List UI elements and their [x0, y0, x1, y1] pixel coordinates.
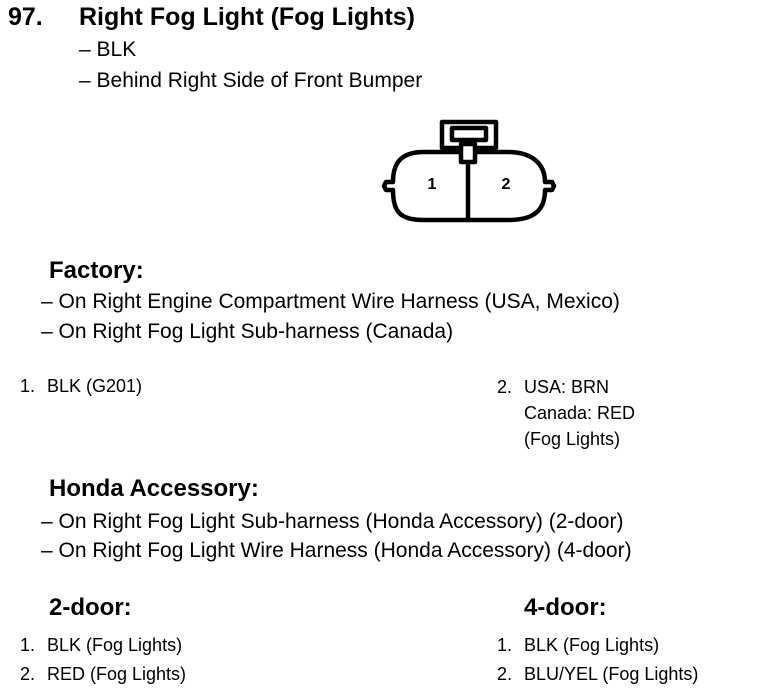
connector-color: – BLK — [79, 38, 137, 61]
two-door-pin-1 — [20, 635, 182, 656]
pin-wire: BLK (Fog Lights) — [47, 635, 183, 655]
pin-wire: USA: BRN — [524, 377, 610, 397]
pin-wire: Canada: RED — [524, 403, 636, 423]
item-title: Right Fog Light (Fog Lights) — [79, 3, 415, 31]
factory-pin-2 — [497, 374, 635, 452]
pin-1-label: 1 — [427, 176, 437, 193]
pin-number: 1. — [20, 376, 36, 396]
pin-wire: BLK (G201) — [47, 376, 143, 396]
pin-number: 2. — [497, 664, 513, 684]
two-door-heading: 2-door: — [49, 594, 132, 621]
pin-2-label: 2 — [501, 176, 511, 193]
four-door-pin-2 — [497, 664, 698, 685]
connector-diagram — [380, 118, 560, 230]
pin-wire: (Fog Lights) — [524, 429, 621, 449]
pin-wire: RED (Fog Lights) — [47, 664, 187, 684]
pin-number: 1. — [497, 635, 513, 655]
factory-pin-1 — [20, 376, 142, 397]
two-door-pin-2 — [20, 664, 186, 685]
factory-line-1: – On Right Engine Compartment Wire Harness (USA, Mexico) — [41, 290, 620, 313]
accessory-line-2: – On Right Fog Light Wire Harness (Honda Accessory) (4-door) — [41, 539, 632, 562]
lock-latch — [461, 144, 475, 162]
accessory-heading: Honda Accessory: — [49, 475, 259, 502]
accessory-line-1: – On Right Fog Light Sub-harness (Honda Accessory) (2-door) — [41, 510, 624, 533]
factory-line-2: – On Right Fog Light Sub-harness (Canada) — [41, 320, 454, 343]
factory-heading: Factory: — [49, 257, 144, 284]
pin-number: 2. — [20, 664, 36, 684]
item-number: 97. — [8, 3, 43, 31]
pin-wire: BLU/YEL (Fog Lights) — [524, 664, 699, 684]
four-door-pin-1 — [497, 635, 659, 656]
four-door-heading: 4-door: — [524, 594, 607, 621]
pin-number: 1. — [20, 635, 36, 655]
connector-location: – Behind Right Side of Front Bumper — [79, 69, 423, 92]
pin-number: 2. — [497, 377, 513, 397]
pin-wire: BLK (Fog Lights) — [524, 635, 660, 655]
